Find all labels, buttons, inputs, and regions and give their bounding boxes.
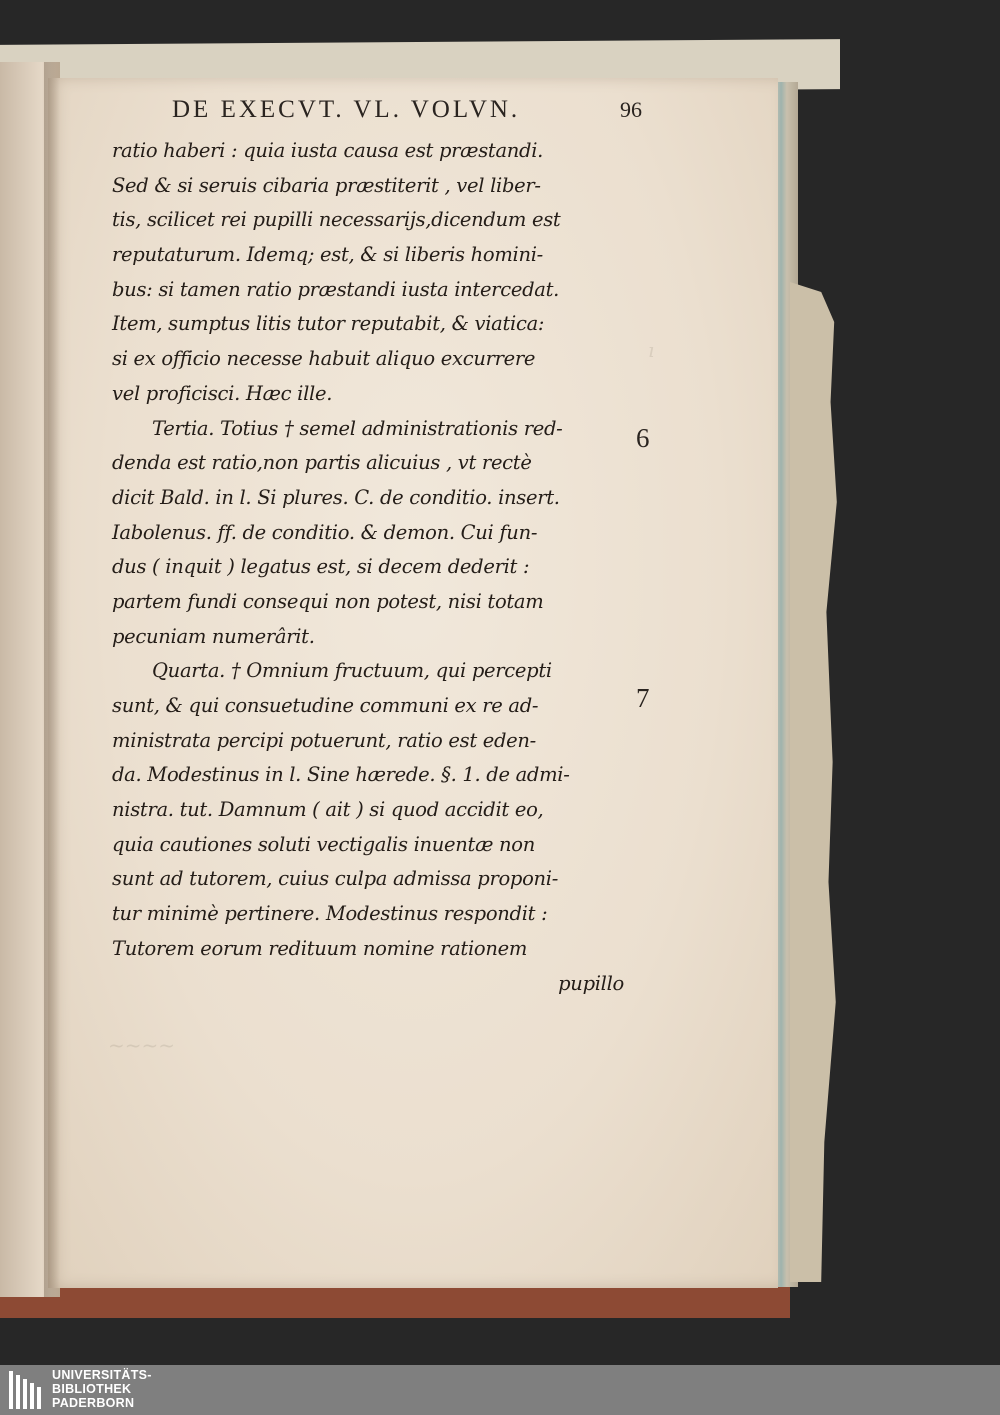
spine-shadow [44, 62, 60, 1297]
catchword: pupillo [558, 971, 624, 995]
marginal-number: 6 [636, 423, 650, 453]
text-block [112, 134, 632, 1001]
marginal-number: 7 [636, 683, 650, 713]
bleed-through-mark: ~~~~ [108, 1033, 176, 1057]
library-name-line: UNIVERSITÄTS- [52, 1368, 152, 1382]
library-footer [0, 1365, 1000, 1415]
text-line: dicit Bald. in l. Si plures. C. de conditio. insert. [112, 485, 560, 509]
text-line: tis, scilicet rei pupilli necessarijs,dicendum est [112, 208, 561, 232]
text-line: da. Modestinus in l. Sine hærede. §. 1. de admi- [112, 763, 570, 787]
text-line: dus ( inquit ) legatus est, si decem dederit : [112, 555, 530, 579]
text-line: Iabolenus. ff. de conditio. & demon. Cui fun- [112, 520, 538, 544]
text-line: tur minimè pertinere. Modestinus respondit : [112, 902, 548, 926]
library-logo-icon [8, 1369, 44, 1411]
library-name-line: PADERBORN [52, 1396, 135, 1410]
text-line: quia cautiones soluti vectigalis inuentæ non [112, 832, 535, 856]
text-line: Quarta. † Omnium fructuum, qui percepti [152, 659, 552, 683]
page-header [172, 96, 642, 130]
running-head: DE EXECVT. VL. VOLVN. [172, 96, 521, 123]
text-line: bus: si tamen ratio præstandi iusta intercedat. [112, 277, 560, 301]
text-line: partem fundi consequi non potest, nisi totam [112, 589, 544, 613]
text-line: denda est ratio,non partis alicuius , vt rectè [112, 451, 532, 475]
text-line: vel proficisci. Hæc ille. [112, 381, 333, 405]
page-number: 96 [620, 97, 642, 122]
text-line: nistra. tut. Damnum ( ait ) si quod accidit eo, [112, 798, 544, 822]
library-name-line: BIBLIOTHEK [52, 1382, 132, 1396]
text-line: Tertia. Totius † semel administrationis red- [152, 416, 563, 440]
bleed-through-mark: ı [648, 338, 655, 362]
text-line: reputaturum. Idemq; est, & si liberis homini- [112, 243, 543, 267]
torn-page-flap [790, 282, 842, 1282]
text-line: pecuniam numerârit. [112, 624, 315, 648]
text-line: sunt ad tutorem, cuius culpa admissa proponi- [112, 867, 559, 891]
text-line: si ex officio necesse habuit aliquo excurrere [112, 347, 536, 371]
library-name [52, 1368, 152, 1410]
text-line: Tutorem eorum redituum nomine rationem [112, 936, 528, 960]
text-line: Item, sumptus litis tutor reputabit, & viatica: [112, 312, 545, 336]
text-line: Sed & si seruis cibaria præstiterit , vel liber- [112, 173, 541, 197]
text-line: ministrata percipi potuerunt, ratio est eden- [112, 728, 536, 752]
text-line: sunt, & qui consuetudine communi ex re ad- [112, 694, 539, 717]
text-line: ratio haberi : quia iusta causa est præstandi. [112, 139, 544, 162]
